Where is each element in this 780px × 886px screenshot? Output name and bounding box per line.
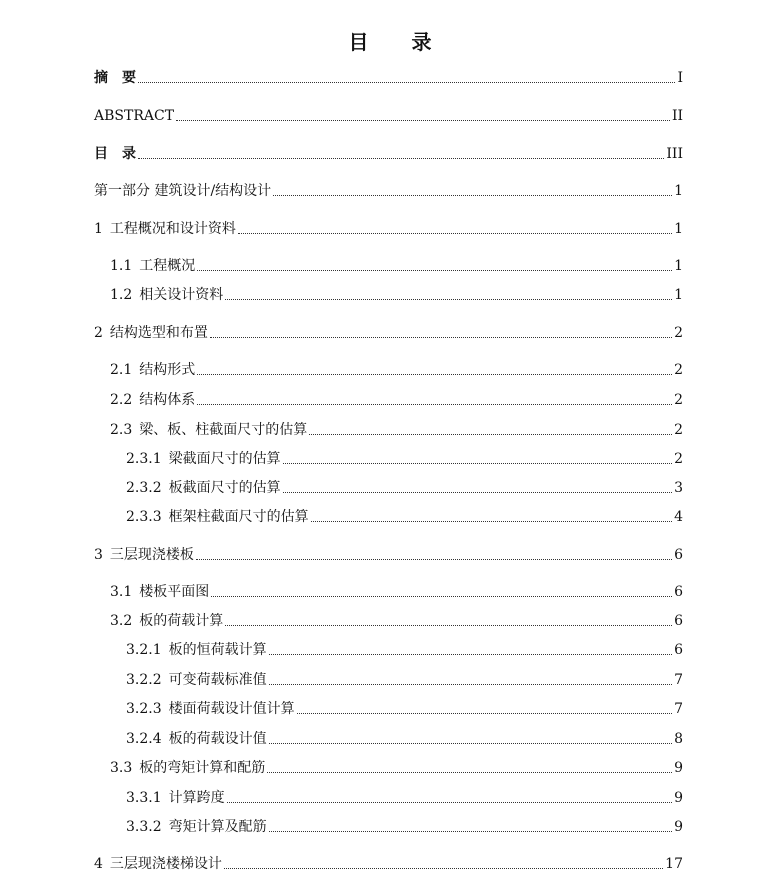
dot-leader xyxy=(297,712,672,714)
dot-leader xyxy=(176,119,670,121)
toc-entry-number: 2.3.1 xyxy=(126,451,162,467)
dot-leader xyxy=(267,771,672,773)
toc-entry-page: 7 xyxy=(674,672,683,688)
toc-entry-number: 1 xyxy=(94,221,103,237)
toc-entry-label: 板的弯矩计算和配筋 xyxy=(139,760,266,776)
toc-entry-part-1[interactable] xyxy=(94,182,683,200)
toc-entry-label: 结构形式 xyxy=(139,362,196,378)
toc-entry-chapter-2[interactable] xyxy=(94,324,683,342)
toc-title: 目 录 xyxy=(348,30,450,54)
toc-entry-number: 3.2.1 xyxy=(126,642,162,658)
toc-entry-section-2-3[interactable] xyxy=(110,421,683,439)
toc-entry-label: 梁、板、柱截面尺寸的估算 xyxy=(139,422,308,438)
toc-entry-label: 目 录 xyxy=(94,146,136,162)
dot-leader xyxy=(269,683,672,685)
toc-entry-section-2-1[interactable] xyxy=(110,361,683,379)
toc-entry-subsection-2-3-3[interactable] xyxy=(126,508,683,526)
toc-entry-number: 3.2.3 xyxy=(126,701,162,717)
dot-leader xyxy=(224,867,663,869)
toc-entry-label: ABSTRACT xyxy=(94,108,175,124)
toc-entry-number: 4 xyxy=(94,856,103,872)
toc-entry-subsection-2-3-2[interactable] xyxy=(126,479,683,497)
toc-entry-label: 三层现浇楼梯设计 xyxy=(109,856,222,872)
toc-entry-number: 3.2.4 xyxy=(126,731,162,747)
toc-entry-number: 3.2.2 xyxy=(126,672,162,688)
toc-entry-abstract-cn[interactable] xyxy=(94,69,683,87)
toc-entry-label: 板的荷载计算 xyxy=(139,613,224,629)
toc-entry-subsection-2-3-1[interactable] xyxy=(126,450,683,468)
toc-entry-number: 2.3.3 xyxy=(126,509,162,525)
toc-entry-label: 板的恒荷载计算 xyxy=(168,642,267,658)
toc-entry-section-3-1[interactable] xyxy=(110,583,683,601)
toc-entry-page: 2 xyxy=(674,451,683,467)
toc-entry-page: 6 xyxy=(674,584,683,600)
toc-entry-chapter-3[interactable] xyxy=(94,546,683,564)
toc-entry-label: 三层现浇楼板 xyxy=(109,547,194,563)
toc-entry-page: 1 xyxy=(674,221,683,237)
toc-entry-number: 1.2 xyxy=(110,287,133,303)
toc-entry-number: 3.3.1 xyxy=(126,790,162,806)
toc-entry-label: 摘 要 xyxy=(94,70,136,86)
toc-entry-page: 6 xyxy=(674,547,683,563)
toc-entry-number: 3.2 xyxy=(110,613,133,629)
dot-leader xyxy=(211,595,672,597)
toc-entry-label: 弯矩计算及配筋 xyxy=(168,819,267,835)
dot-leader xyxy=(197,373,672,375)
dot-leader xyxy=(210,336,672,338)
toc-entry-label: 结构体系 xyxy=(139,392,196,408)
toc-entry-page: 1 xyxy=(674,287,683,303)
toc-entry-section-1-2[interactable] xyxy=(110,286,683,304)
dot-leader xyxy=(269,830,672,832)
toc-entry-page: 7 xyxy=(674,701,683,717)
toc-entry-subsection-3-2-1[interactable] xyxy=(126,641,683,659)
toc-entry-subsection-3-2-3[interactable] xyxy=(126,700,683,718)
toc-entry-subsection-3-2-2[interactable] xyxy=(126,671,683,689)
toc-entry-page: III xyxy=(666,146,683,162)
toc-entry-number: 3.1 xyxy=(110,584,133,600)
toc-entry-number: 2.3 xyxy=(110,422,133,438)
toc-entry-contents[interactable] xyxy=(94,145,683,163)
dot-leader xyxy=(227,801,672,803)
dot-leader xyxy=(283,462,672,464)
dot-leader xyxy=(225,298,672,300)
toc-entry-page: 2 xyxy=(674,362,683,378)
toc-entry-abstract-en[interactable] xyxy=(94,107,683,125)
toc-entry-number: 2 xyxy=(94,325,103,341)
dot-leader xyxy=(197,403,672,405)
toc-entry-page: 8 xyxy=(674,731,683,747)
toc-entry-page: 9 xyxy=(674,760,683,776)
toc-entry-subsection-3-3-1[interactable] xyxy=(126,789,683,807)
toc-entry-page: 6 xyxy=(674,613,683,629)
toc-entry-section-1-1[interactable] xyxy=(110,257,683,275)
toc-entry-chapter-4[interactable] xyxy=(94,855,683,873)
toc-entry-page: 17 xyxy=(665,856,683,872)
toc-entry-page: 3 xyxy=(674,480,683,496)
dot-leader xyxy=(196,558,672,560)
toc-entry-number: 2.2 xyxy=(110,392,133,408)
dot-leader xyxy=(197,269,672,271)
toc-entry-section-3-3[interactable] xyxy=(110,759,683,777)
toc-entry-page: 9 xyxy=(674,819,683,835)
dot-leader xyxy=(138,81,675,83)
toc-entry-number: 3 xyxy=(94,547,103,563)
toc-entry-label: 结构选型和布置 xyxy=(109,325,208,341)
toc-entry-number: 3.3.2 xyxy=(126,819,162,835)
dot-leader xyxy=(225,624,672,626)
dot-leader xyxy=(273,194,672,196)
toc-entry-number: 2.3.2 xyxy=(126,480,162,496)
toc-entry-label: 梁截面尺寸的估算 xyxy=(168,451,281,467)
toc-entry-subsection-3-3-2[interactable] xyxy=(126,818,683,836)
toc-entry-page: 9 xyxy=(674,790,683,806)
toc-entry-label: 楼板平面图 xyxy=(139,584,210,600)
toc-entry-label: 工程概况 xyxy=(139,258,196,274)
toc-entry-chapter-1[interactable] xyxy=(94,220,683,238)
toc-entry-label: 楼面荷载设计值计算 xyxy=(168,701,295,717)
toc-entry-page: 1 xyxy=(674,258,683,274)
dot-leader xyxy=(238,232,672,234)
toc-entry-label: 可变荷载标准值 xyxy=(168,672,267,688)
dot-leader xyxy=(269,742,672,744)
toc-entry-section-2-2[interactable] xyxy=(110,391,683,409)
toc-entry-page: II xyxy=(671,108,683,124)
toc-entry-label: 相关设计资料 xyxy=(139,287,224,303)
toc-entry-label: 板截面尺寸的估算 xyxy=(168,480,281,496)
toc-entry-label: 计算跨度 xyxy=(168,790,225,806)
toc-entry-page: 1 xyxy=(674,183,683,199)
toc-entry-section-3-2[interactable] xyxy=(110,612,683,630)
dot-leader xyxy=(311,520,672,522)
toc-entry-number: 3.3 xyxy=(110,760,133,776)
dot-leader xyxy=(138,157,664,159)
toc-entry-label: 工程概况和设计资料 xyxy=(109,221,236,237)
toc-entry-label: 板的荷载设计值 xyxy=(168,731,267,747)
toc-entry-page: 2 xyxy=(674,392,683,408)
toc-entry-label: 第一部分 建筑设计/结构设计 xyxy=(94,183,272,199)
dot-leader xyxy=(283,491,672,493)
toc-entry-page: I xyxy=(677,70,683,86)
toc-entry-page: 2 xyxy=(674,422,683,438)
dot-leader xyxy=(269,653,672,655)
toc-entry-page: 2 xyxy=(674,325,683,341)
toc-entry-page: 6 xyxy=(674,642,683,658)
toc-entry-number: 2.1 xyxy=(110,362,133,378)
toc-entry-label: 框架柱截面尺寸的估算 xyxy=(168,509,309,525)
toc-entry-number: 1.1 xyxy=(110,258,133,274)
toc-entry-subsection-3-2-4[interactable] xyxy=(126,730,683,748)
dot-leader xyxy=(309,433,672,435)
toc-entry-page: 4 xyxy=(674,509,683,525)
